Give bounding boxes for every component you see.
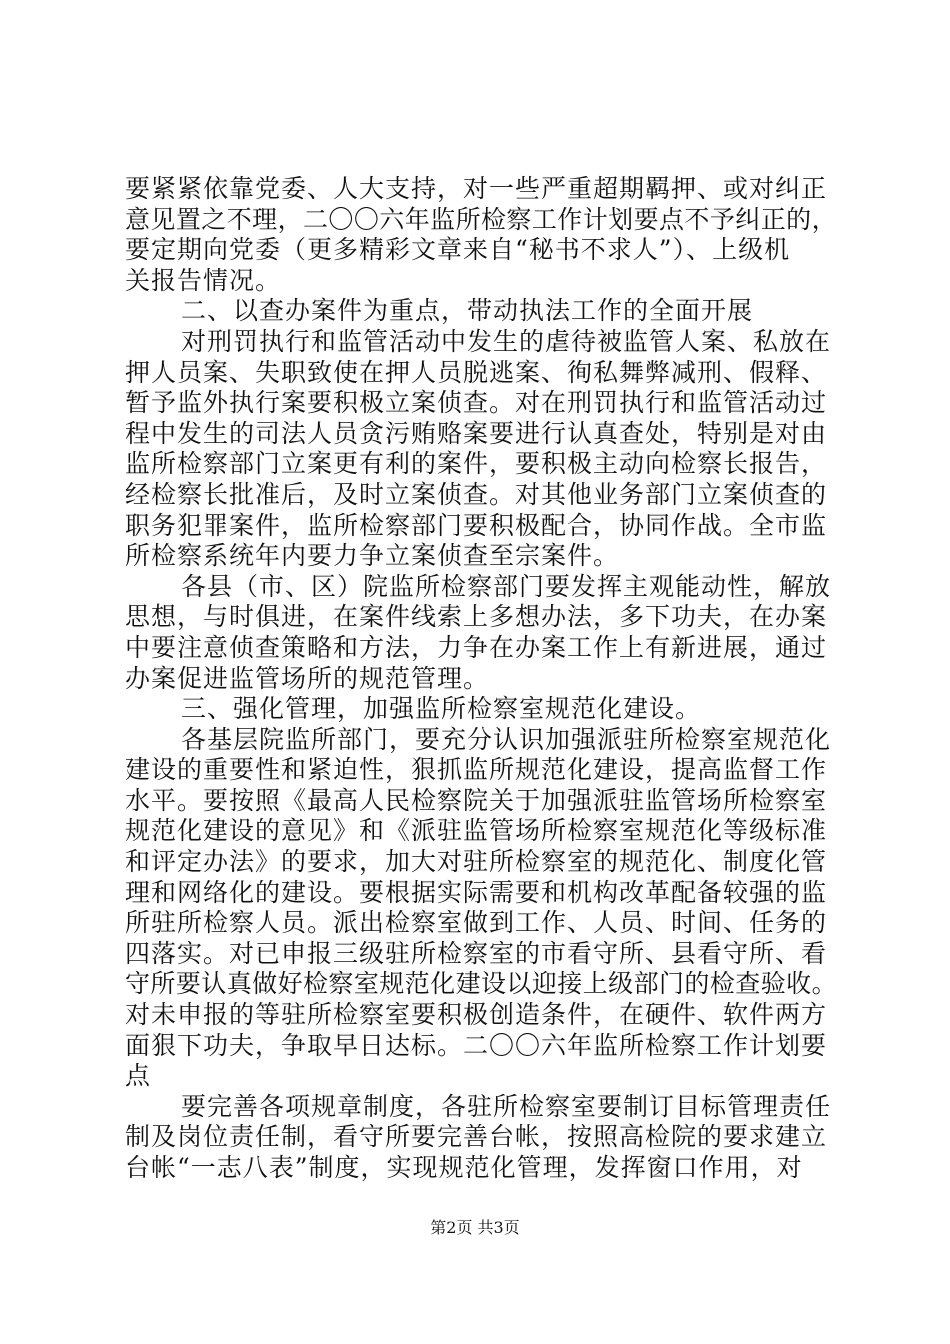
- text-line: 制及岗位责任制，看守所要完善台帐，按照高检院的要求建立: [125, 1122, 828, 1152]
- text-line: 台帐“一志八表”制度，实现规范化管理，发挥窗口作用，对: [125, 1153, 803, 1182]
- text-line: 监所检察部门立案更有利的案件，要积极主动向检察长报告，: [125, 449, 828, 479]
- text-line: 二、以查办案件为重点，带动执法工作的全面开展: [181, 296, 754, 326]
- text-line: 要定期向党委（更多精彩文章来自“秘书不求人”）、上级机: [125, 235, 791, 265]
- text-line: 中要注意侦查策略和方法，力争在办案工作上有新进展，通过: [125, 632, 828, 662]
- text-line: 暂予监外执行案要积极立案侦查。对在刑罚执行和监管活动过: [125, 388, 828, 418]
- text-line: 对刑罚执行和监管活动中发生的虐待被监管人案、私放在: [181, 326, 832, 356]
- text-line: 办案促进监管场所的规范管理。: [125, 663, 490, 693]
- text-line: 四落实。对已申报三级驻所检察室的市看守所、县看守所、看: [125, 938, 828, 968]
- text-line: 关报告情况。: [125, 265, 282, 295]
- document-body: [125, 174, 837, 1184]
- text-line: 押人员案、失职致使在押人员脱逃案、徇私舞弊减刑、假释、: [125, 357, 828, 387]
- text-line: 理和网络化的建设。要根据实际需要和机构改革配备较强的监: [125, 877, 828, 907]
- text-line: 所检察系统年内要力争立案侦查至宗案件。: [125, 541, 620, 571]
- text-line: 对未申报的等驻所检察室要积极创造条件，在硬件、软件两方: [125, 1000, 828, 1030]
- text-line: 职务犯罪案件，监所检察部门要积极配合，协同作战。全市监: [125, 510, 828, 540]
- text-line: 和评定办法》的要求，加大对驻所检察室的规范化、制度化管: [125, 847, 828, 877]
- page-footer: 第2页 共3页: [430, 1218, 520, 1237]
- text-line: 思想，与时俱进，在案件线索上多想办法，多下功夫，在办案: [125, 602, 828, 632]
- text-line: 程中发生的司法人员贪污贿赂案要进行认真查处，特别是对由: [125, 418, 828, 448]
- text-line: 建设的重要性和紧迫性，狠抓监所规范化建设，提高监督工作: [125, 755, 828, 785]
- text-line: 守所要认真做好检察室规范化建设以迎接上级部门的检查验收。: [125, 969, 838, 999]
- text-line: 意见置之不理，二〇〇六年监所检察工作计划要点不予纠正的，: [125, 204, 838, 234]
- text-line: 规范化建设的意见》和《派驻监管场所检察室规范化等级标准: [125, 816, 828, 846]
- text-line: 水平。要按照《最高人民检察院关于加强派驻监管场所检察室: [125, 785, 828, 815]
- text-line: 经检察长批准后，及时立案侦查。对其他业务部门立案侦查的: [125, 479, 828, 509]
- text-line: 要紧紧依靠党委、人大支持，对一些严重超期羁押、或对纠正: [125, 174, 828, 203]
- text-line: 点: [125, 1061, 152, 1091]
- text-line: 所驻所检察人员。派出检察室做到工作、人员、时间、任务的: [125, 908, 828, 938]
- text-line: 三、强化管理，加强监所检察室规范化建设。: [181, 694, 702, 724]
- text-line: 面狠下功夫，争取早日达标。二〇〇六年监所检察工作计划要: [125, 1030, 828, 1060]
- text-line: 要完善各项规章制度，各驻所检察室要制订目标管理责任: [181, 1091, 832, 1121]
- text-line: 各基层院监所部门，要充分认识加强派驻所检察室规范化: [181, 724, 832, 754]
- text-line: 各县（市、区）院监所检察部门要发挥主观能动性，解放: [181, 571, 832, 601]
